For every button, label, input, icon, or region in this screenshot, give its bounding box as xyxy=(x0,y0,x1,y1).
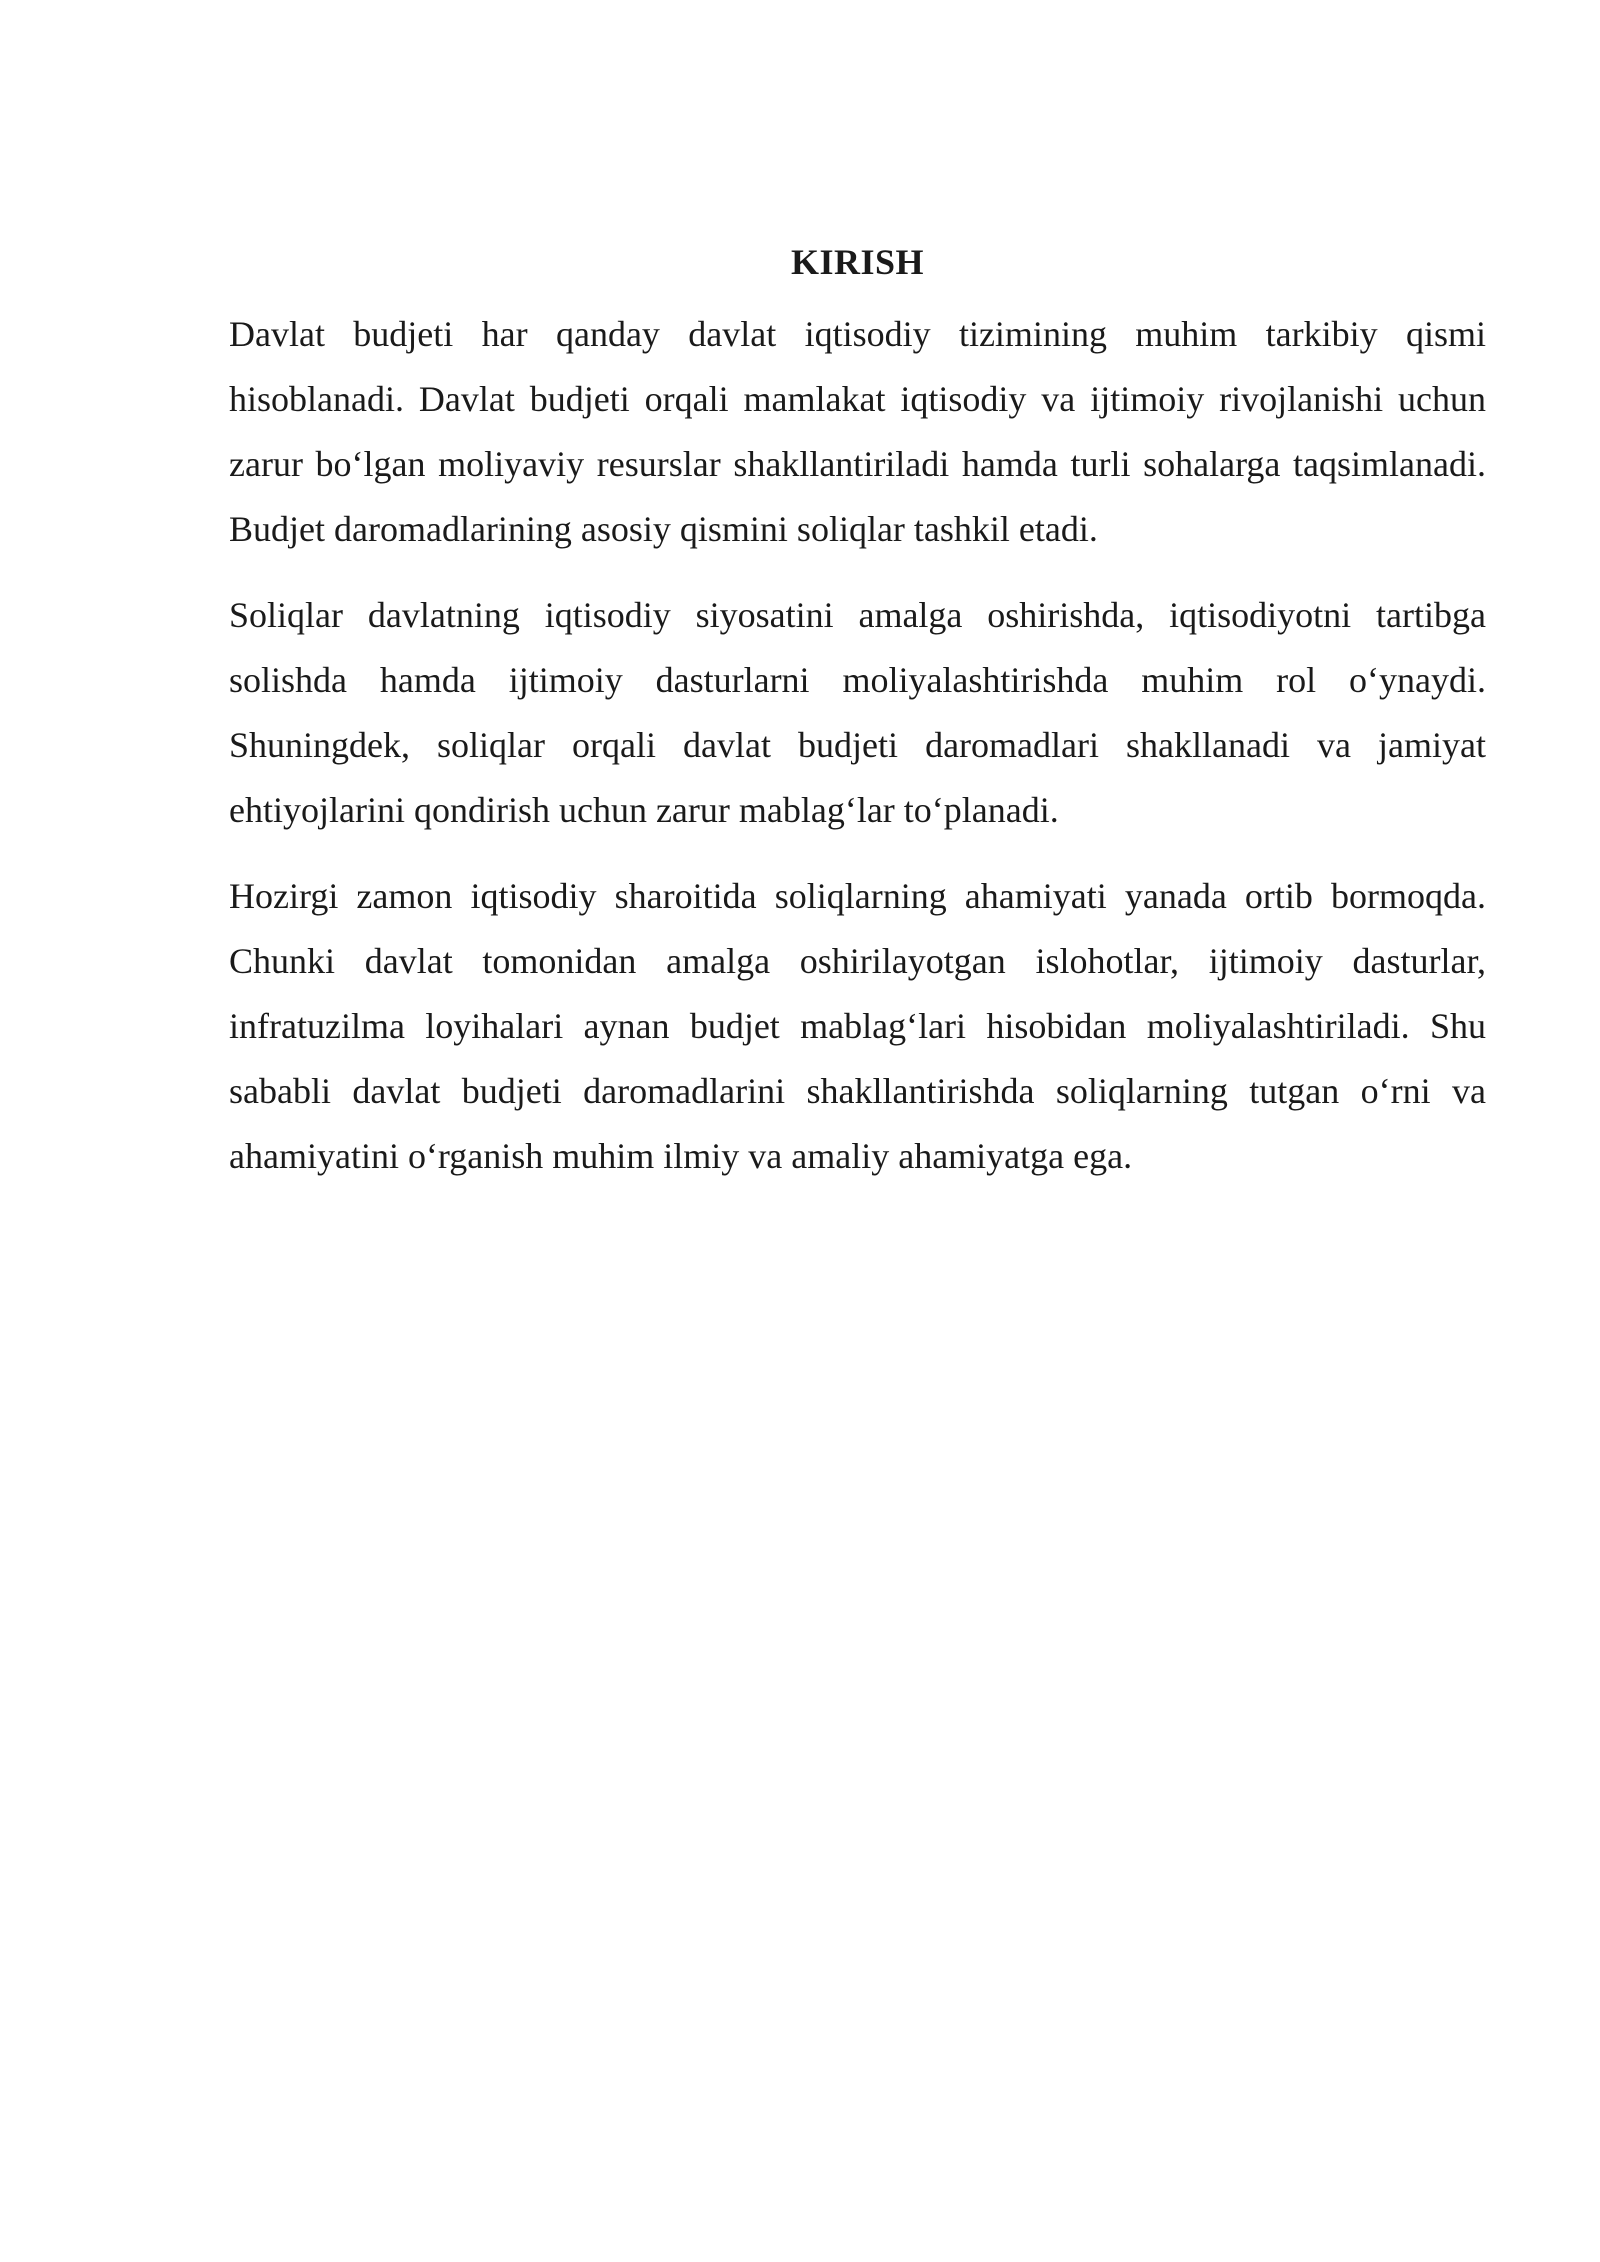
document-body xyxy=(229,236,1486,1210)
paragraph-2: Soliqlar davlatning iqtisodiy siyosatini amalga oshirishda, iqtisodiyotni tartibga solishda hamda ijtimoiy dasturlarni moliyalashtirishda muhim rol o‘ynaydi. Shuningdek, soliqlar orqali davlat budjeti daromadlari shakllanadi va jamiyat ehtiyojlarini qondirish uchun zarur mablag‘lar to‘planadi. xyxy=(229,595,1486,830)
paragraph-3: Hozirgi zamon iqtisodiy sharoitida soliqlarning ahamiyati yanada ortib bormoqda. Chunki davlat tomonidan amalga oshirilayotgan islohotlar, ijtimoiy dasturlar, infratuzilma loyihalari aynan budjet mablag‘lari hisobidan moliyalashtiriladi. Shu sababli davlat budjeti daromadlarini shakllantirishda soliqlarning tutgan o‘rni va ahamiyatini o‘rganish muhim ilmiy va amaliy ahamiyatga ega. xyxy=(229,876,1486,1176)
page-title: KIRISH xyxy=(790,242,925,282)
paragraph-1: Davlat budjeti har qanday davlat iqtisodiy tizimining muhim tarkibiy qismi hisoblanadi. Davlat budjeti orqali mamlakat iqtisodiy va ijtimoiy rivojlanishi uchun zarur bo‘lgan moliyaviy resurslar shakllantiriladi hamda turli sohalarga taqsimlanadi. Budjet daromadlarining asosiy qismini soliqlar tashkil etadi. xyxy=(229,314,1486,549)
